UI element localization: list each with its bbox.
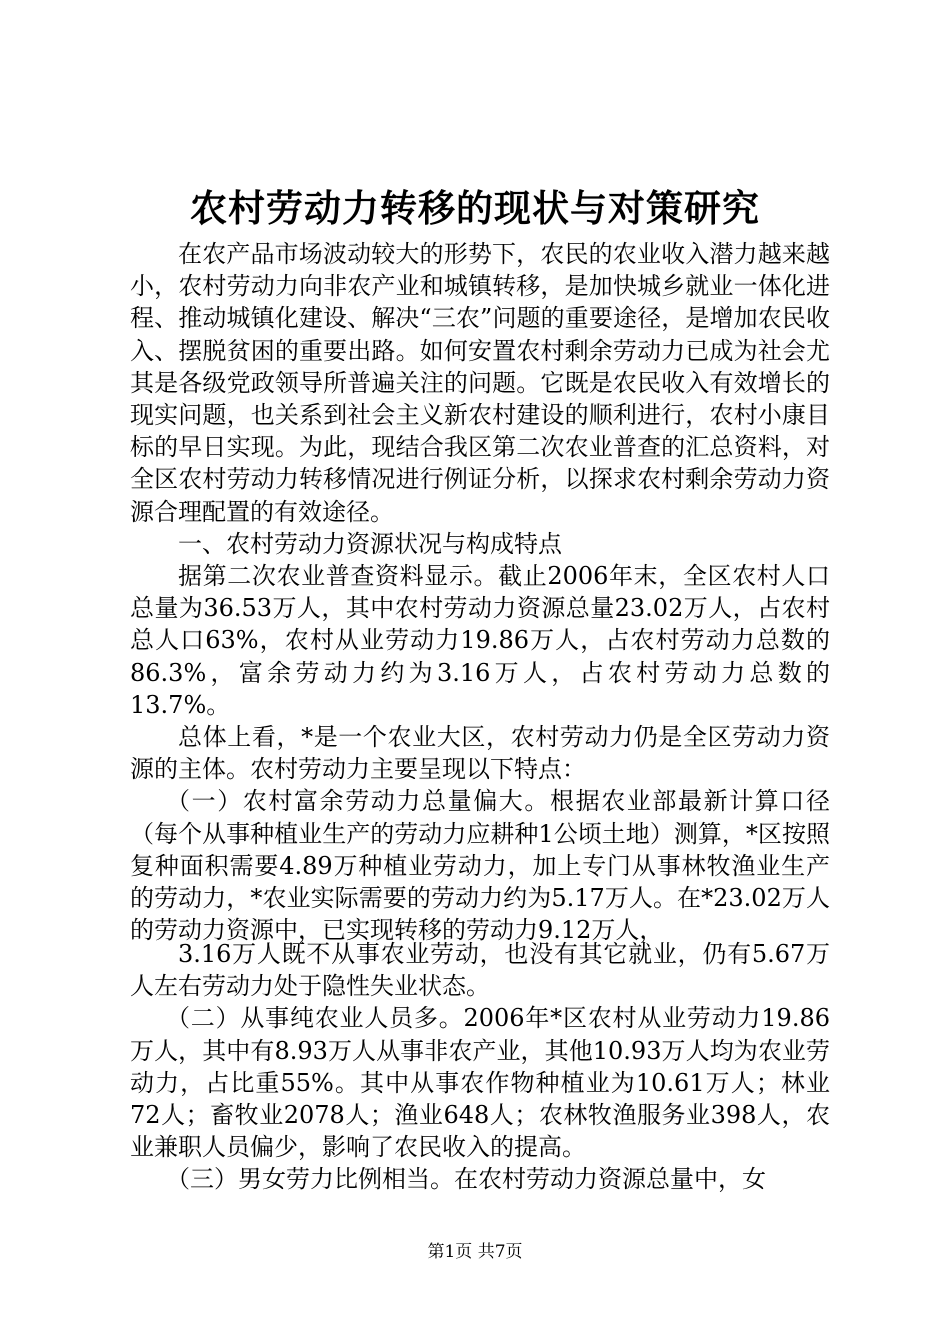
page-footer: 第1页 共7页 — [427, 1242, 523, 1262]
body-block-bottom — [130, 938, 830, 1196]
feature-one-paragraph: （一）农村富余劳动力总量偏大。根据农业部最新计算口径（每个从事种植业生产的劳动力应耕种1公顷土地）测算，*区按照复种面积需要4.89万种植业劳动力，加上专门从事林牧渔业生产的劳动力，*农业实际需要的劳动力约为5.17万人。在*23.02万人的劳动力资源中，已实现转移的劳动力9.12万人， — [130, 787, 830, 945]
feature-three-paragraph: （三）男女劳力比例相当。在农村劳动力资源总量中，女 — [166, 1165, 766, 1194]
intro-paragraph: 在农产品市场波动较大的形势下，农民的农业收入潜力越来越小，农村劳动力向非农产业和城镇转移，是加快城乡就业一体化进程、推动城镇化建设、解决“三农”问题的重要途径，是增加农民收入、摆脱贫困的重要出路。如何安置农村剩余劳动力已成为社会尤其是各级党政领导所普遍关注的问题。它既是农民收入有效增长的现实问题，也关系到社会主义新农村建设的顺利进行，农村小康目标的早日实现。为此，现结合我区第二次农业普查的汇总资料，对全区农村劳动力转移情况进行例证分析，以探求农村剩余劳动力资源合理配置的有效途径。 — [130, 240, 830, 526]
body-block-top — [130, 238, 830, 946]
document-title: 农村劳动力转移的现状与对策研究 — [190, 186, 760, 230]
continuation-paragraph: 3.16万人既不从事农业劳动，也没有其它就业，仍有5.67万人左右劳动力处于隐性失业状态。 — [130, 940, 830, 1001]
census-paragraph: 据第二次农业普查资料显示。截止2006年末，全区农村人口总量为36.53万人，其中农村劳动力资源总量23.02万人，占农村总人口63%，农村从业劳动力19.86万人，占农村劳动力总数的86.3%，富余劳动力约为3.16万人，占农村劳动力总数的13.7%。 — [130, 562, 830, 719]
section-heading: 一、农村劳动力资源状况与构成特点 — [178, 529, 562, 558]
overview-paragraph: 总体上看，*是一个农业大区，农村劳动力仍是全区劳动力资源的主体。农村劳动力主要呈现以下特点： — [130, 723, 830, 784]
feature-two-paragraph: （二）从事纯农业人员多。2006年*区农村从业劳动力19.86万人，其中有8.93万人从事非农产业，其他10.93万人均为农业劳动力，占比重55%。其中从事农作物种植业为10.61万人；林业72人；畜牧业2078人；渔业648人；农林牧渔服务业398人，农业兼职人员偏少，影响了农民收入的提高。 — [130, 1004, 830, 1162]
